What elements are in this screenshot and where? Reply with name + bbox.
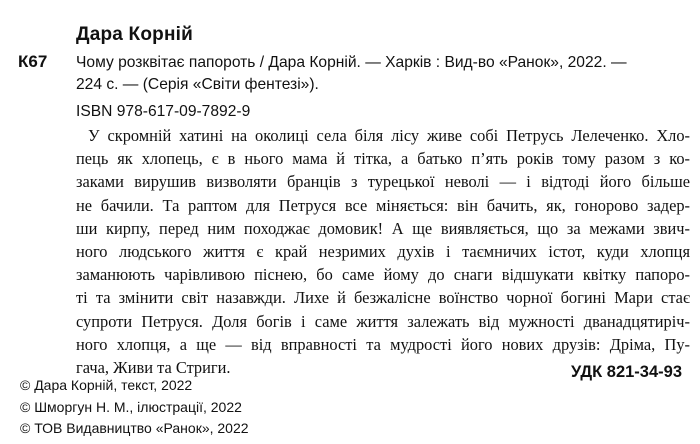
bibliographic-line: Чому розквітає папороть / Дара Корній. — Харків : Вид-во «Ранок», 2022. — [76,54,627,71]
annotation-line: У скромній хатині на околиці села біля лісу живе собі Петрусь Лелеченко. Хло- [88,126,690,145]
annotation-line: ного людського життя є край незримих духів і таємничих істот, куди хлопця [76,241,690,261]
annotation-line: ши кирпу, перед ним походжає домовик! А ще виявляється, що за межами звич- [76,218,690,238]
author-name: Дара Корній [76,24,193,45]
annotation-line: ного хлопця, а ще — від вправності та мудрості його нових друзів: Дріма, Пу- [76,334,690,354]
bibliographic-line: 224 с. — (Серія «Світи фентезі»). [76,76,319,93]
annotation-line: пець як хлопець, є в нього мама й тітка, а батько п’ять років тому разом з ко- [76,149,690,169]
copyright-block [20,375,249,440]
isbn: ISBN 978-617-09-7892-9 [76,103,251,120]
copyright-line: © Дара Корній, текст, 2022 [20,377,193,393]
annotation-line: заманюють чарівливою піснею, бо саме йому до снаги відшукати квітку папоро- [76,265,690,285]
annotation [76,124,690,379]
annotation-line: заками вирушив визволяти бранців з турецької неволі — і відтоді його більше [76,172,690,192]
bibliographic-record [76,52,688,96]
copyright-line: © ТОВ Видавництво «Ранок», 2022 [20,420,249,436]
annotation-line: ті та змінити світ назавжди. Лихе й безжалісне воїнство чорної богині Мари стає [76,288,690,308]
annotation-line: супроти Петруся. Доля богів і саме життя залежать від мужності дванадцятиріч- [76,311,690,331]
udc-code: УДК 821-34-93 [570,363,682,381]
copyright-line: © Шморгун Н. М., ілюстрації, 2022 [20,398,242,415]
annotation-line: не бачили. Та раптом для Петруся все міняється: він бачить, як, гоноровo задер- [76,195,690,215]
annotation-line: гача, Живи та Стриги. [76,357,231,377]
classification-code: К67 [18,52,48,71]
